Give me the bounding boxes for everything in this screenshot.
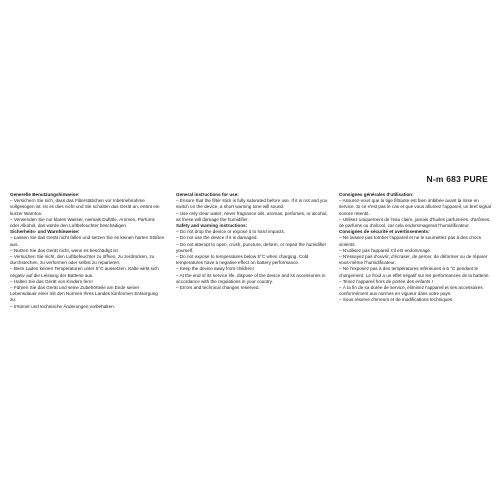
paragraph-fr-4: – N'utilisez pas l'appareil s'il est endommagé. xyxy=(339,247,432,253)
paragraph-de-5: – Versuchen Sie nicht, den Luftbefeuchter zu öffnen, zu zerdrücken, zu durchstechen, zu verformen oder selbst zu reparieren. xyxy=(10,254,155,266)
paragraph-de-7: – Halten Sie das Gerät von Kindern fern! xyxy=(10,278,93,284)
paragraph-de-6: – Beim Laden keinen Temperaturen unter 5°C aussetzen. Kälte wirkt sich negativ auf die Leistung der Batterie aus. xyxy=(10,266,159,278)
paragraph-en-7: – Keep the device away from children! xyxy=(176,266,254,272)
paragraph-de-9: – Irrtümer und technische Änderungen vorbehalten. xyxy=(10,303,115,309)
paragraph-en-3: – Do not drop the device or expose it to hard impacts. xyxy=(176,229,286,235)
paragraph-fr-9: – Sous réserve d'erreurs et de modifications techniques. xyxy=(339,297,454,303)
paragraph-fr-8: – À la fin de sa durée de service, éliminez l'appareil et ses accessoires conformément aux normes en vigueur dans votre pays. xyxy=(339,285,483,297)
heading-general-fr: Consignes générales d'utilisation: xyxy=(339,192,414,197)
paragraph-fr-5: – N'essayez pas d'ouvrir, d'écraser, de percer, de déformer ou de réparer vous-même l'humidificateur. xyxy=(339,254,488,266)
paragraph-de-1: – Versichern Sie sich, dass das Filterstäbchen vor Inbetriebnahme vollgesogen ist. Ist es dies nicht und Sie schalten das Gerät an, ertönt ein kurzer Warnton. xyxy=(10,198,160,216)
column-german xyxy=(10,192,165,310)
paragraph-de-3: – Lassen Sie das Gerät nicht fallen und setzen Sie es keinen harten Stößen aus. xyxy=(10,235,165,247)
paragraph-en-4: – Do not use the device if it is damaged. xyxy=(176,235,258,241)
paragraph-de-8: – Führen Sie das Gerät und seine Zubehörteile am Ende seiner Lebensdauer einer mit den Normen Ihres Landes konformen Entsorgung zu. xyxy=(10,285,158,303)
paragraph-fr-1: – Assurez-vous que la tige filtrante est bien imbibée avant la mise en service. Si ce n'est pas le cas et que vous allumez l'appareil, un bref signal sonore retentit. xyxy=(339,198,491,216)
paragraph-fr-3: – Ne laissez pas tomber l'appareil et ne le soumettez pas à des chocs violents. xyxy=(339,235,482,247)
paragraph-fr-6: – Ne l'exposez pas à des températures inférieures à 5 °C pendant le chargement. Le froid a un effet négatif sur les performances de la batterie. xyxy=(339,266,490,278)
column-english xyxy=(176,192,328,291)
model-name: N-m 683 PURE xyxy=(426,174,488,184)
column-french xyxy=(339,192,491,304)
heading-safety-de: Sicherheits- und Warnhinweise: xyxy=(10,229,80,235)
paragraph-en-2: – Use only clear water; never fragrance oils, aromas, perfumes, or alcohol, as these will damage the humidifier. xyxy=(176,210,328,222)
paragraph-en-9: – Errors and technical changes reserved. xyxy=(176,285,260,291)
paragraph-de-2: – Verwenden Sie nur klares Wasser, niemals Duftöle, Aromen, Parfums oder Alkohol, das würde den Luftbefeuchter beschädigen. xyxy=(10,216,155,229)
heading-general-de: Generelle Benutzungshinweise: xyxy=(10,192,80,197)
heading-safety-fr: Consignes de sécurité et avertissements: xyxy=(339,229,430,235)
heading-general-en: General instructions for use: xyxy=(176,192,239,197)
paragraph-en-8: – At the end of its service life, dispose of the device and its accessories in accordance with the regulations in your country. xyxy=(176,272,326,284)
paragraph-fr-2: – Utilisez uniquement de l'eau claire, jamais d'huiles parfumées, d'arômes, de parfums ou d'alcool, car cela endommagerait l'humidificateur. xyxy=(339,216,491,229)
paragraph-en-5: – Do not attempt to open, crush, puncture, deform, or repair the humidifier yourself. xyxy=(176,241,327,253)
paragraph-de-4: – Nutzen Sie das Gerät nicht, wenn es beschädigt ist. xyxy=(10,247,120,253)
paragraph-en-1: – Ensure that the filter stick is fully saturated before use. If it is not and you switch on the device, a short warning tone will sound. xyxy=(176,198,328,210)
paragraph-en-6: – Do not expose to temperatures below 5°C when charging. Cold temperatures have a negative effect on battery performance. xyxy=(176,254,309,266)
paragraph-fr-7: – Tenez l'appareil hors de portée des enfants ! xyxy=(339,278,434,284)
heading-safety-en: Safety and warning instructions: xyxy=(176,223,248,229)
